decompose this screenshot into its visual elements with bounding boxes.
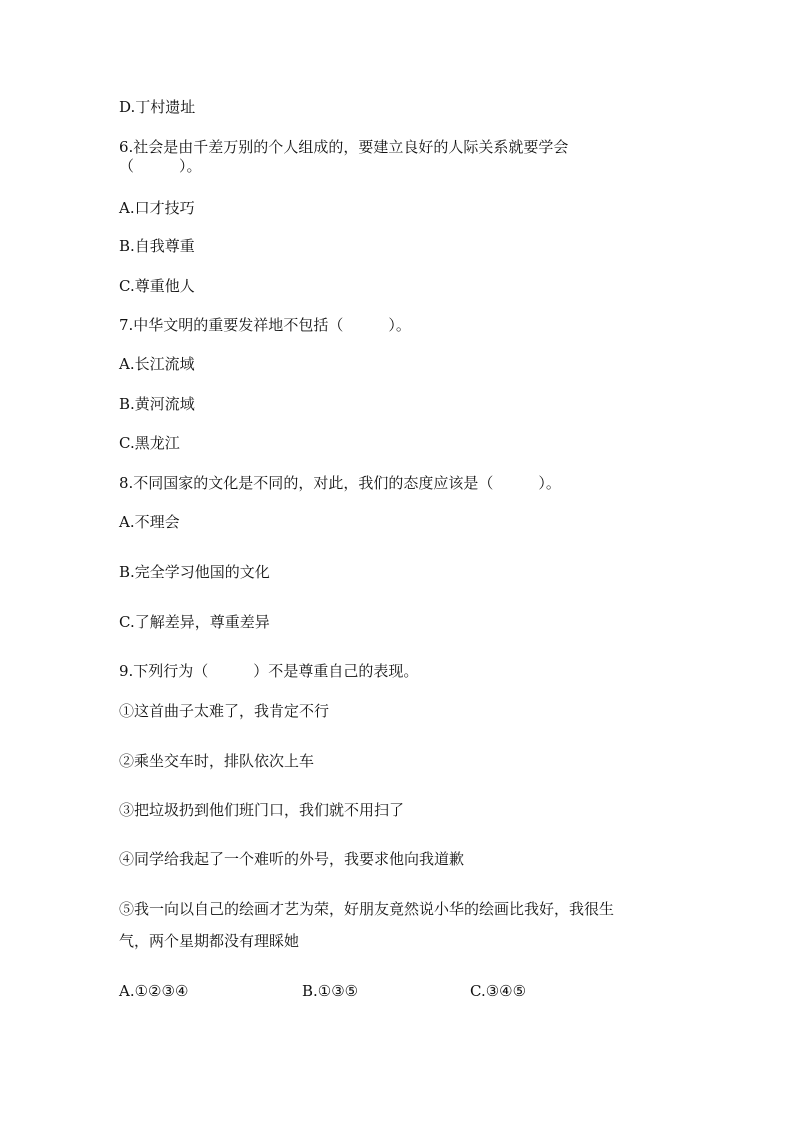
- q8-option-c: C.了解差异，尊重差异: [119, 613, 270, 631]
- q9-item-4: ④同学给我起了一个难听的外号，我要求他向我道歉: [119, 850, 465, 868]
- q7-option-b: B.黄河流域: [119, 395, 195, 413]
- q7-option-c: C.黑龙江: [119, 434, 180, 452]
- q9-item-3: ③把垃圾扔到他们班门口，我们就不用扫了: [119, 801, 405, 819]
- q7-option-a: A.长江流域: [119, 355, 195, 373]
- q5-option-d: D.丁村遗址: [119, 98, 196, 116]
- q9-option-c: C.③④⑤: [470, 982, 527, 1000]
- q8-stem: 8.不同国家的文化是不同的，对此，我们的态度应该是（ ）。: [119, 474, 561, 492]
- q9-item-1: ①这首曲子太难了，我肯定不行: [119, 702, 330, 720]
- q9-item-2: ②乘坐交车时，排队依次上车: [119, 752, 315, 770]
- q6-option-a: A.口才技巧: [119, 199, 195, 217]
- q6-stem-line2: （ ）。: [119, 157, 202, 175]
- q6-option-b: B.自我尊重: [119, 237, 195, 255]
- q6-option-c: C.尊重他人: [119, 277, 195, 295]
- q6-stem-line1: 6.社会是由千差万别的个人组成的，要建立良好的人际关系就要学会: [119, 138, 569, 156]
- q8-option-a: A.不理会: [119, 513, 180, 531]
- q9-option-a: A.①②③④: [119, 982, 189, 1000]
- q9-item-5-line2: 气，两个星期都没有理睬她: [119, 932, 300, 950]
- q9-item-5-line1: ⑤我一向以自己的绘画才艺为荣，好朋友竟然说小华的绘画比我好，我很生: [119, 900, 615, 918]
- q8-option-b: B.完全学习他国的文化: [119, 563, 270, 581]
- q7-stem: 7.中华文明的重要发祥地不包括（ ）。: [119, 316, 411, 334]
- q9-stem: 9.下列行为（ ）不是尊重自己的表现。: [119, 662, 419, 680]
- q9-options-row: [119, 981, 679, 1001]
- q9-option-b: B.①③⑤: [302, 982, 359, 1000]
